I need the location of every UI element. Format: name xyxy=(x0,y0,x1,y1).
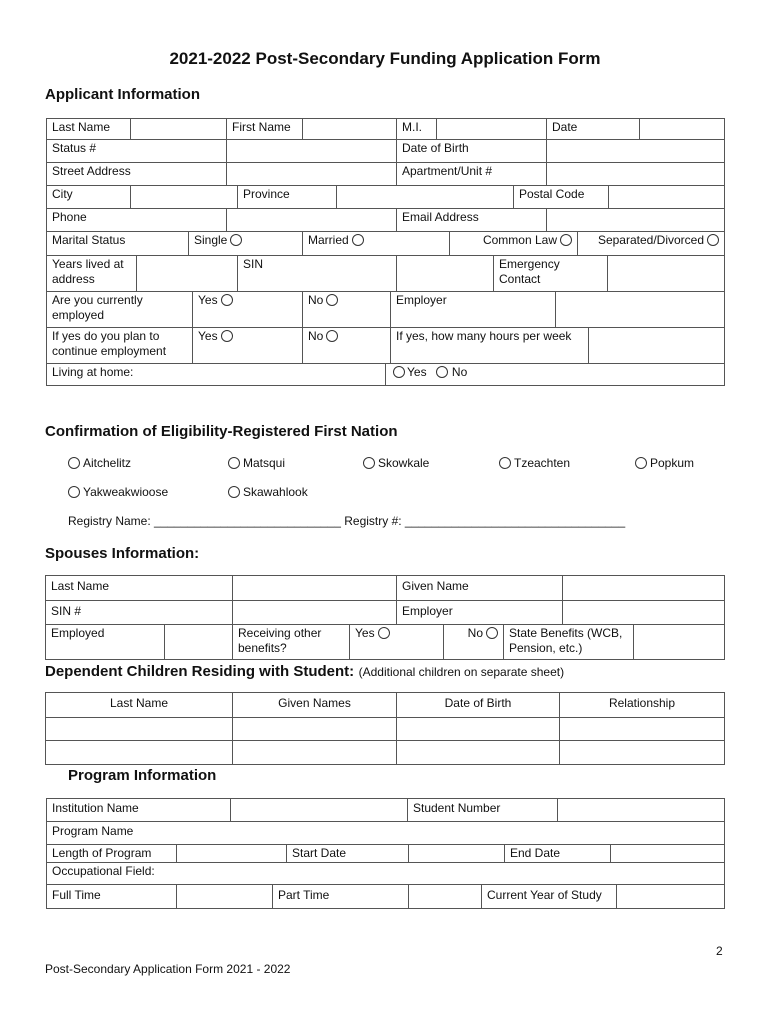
spouse-employer-label: Employer xyxy=(396,600,563,625)
continue-no-option[interactable] xyxy=(302,327,391,364)
table-cell[interactable] xyxy=(232,740,397,765)
spouse-sin-label: SIN # xyxy=(45,600,233,625)
nation-label: Tzeachten xyxy=(514,456,571,470)
employed-question: Are you currently employed xyxy=(46,291,193,328)
program-name-label[interactable]: Program Name xyxy=(46,821,725,845)
page-title: 2021-2022 Post-Secondary Funding Application Form xyxy=(169,49,601,68)
province-label: Province xyxy=(237,185,337,209)
separated-option[interactable] xyxy=(577,231,725,256)
hours-field[interactable] xyxy=(588,327,725,364)
common-law-label: Common Law xyxy=(482,233,557,247)
column-header: Relationship xyxy=(559,692,725,718)
end-date-field[interactable] xyxy=(610,844,725,863)
married-label: Married xyxy=(308,233,349,247)
dependents-heading: Dependent Children Residing with Student: xyxy=(45,663,355,680)
table-cell[interactable] xyxy=(45,717,233,741)
program-heading: Program Information xyxy=(68,767,217,784)
last-name-label: Last Name xyxy=(46,118,131,140)
nation-option-popkum[interactable] xyxy=(635,456,694,470)
skowkale-radio[interactable] xyxy=(363,457,375,469)
part-time-field[interactable] xyxy=(408,884,482,909)
nation-label: Yakweakwioose xyxy=(83,485,169,499)
continue-question: If yes do you plan to continue employment xyxy=(46,327,193,364)
current-year-label: Current Year of Study xyxy=(481,884,617,909)
spouse-yes-radio[interactable] xyxy=(378,627,390,639)
living-no-radio[interactable] xyxy=(436,366,448,378)
institution-field[interactable] xyxy=(230,798,408,822)
full-time-field[interactable] xyxy=(176,884,273,909)
table-cell[interactable] xyxy=(396,740,560,765)
last-name-field[interactable] xyxy=(130,118,227,140)
city-field[interactable] xyxy=(130,185,238,209)
living-home-options xyxy=(385,363,725,386)
spouse-last-name-field[interactable] xyxy=(232,575,397,601)
years-lived-label: Years lived at address xyxy=(46,255,137,292)
column-header: Date of Birth xyxy=(396,692,560,718)
table-cell[interactable] xyxy=(232,717,397,741)
sin-field[interactable] xyxy=(396,255,494,292)
street-label: Street Address xyxy=(46,162,227,186)
matsqui-radio[interactable] xyxy=(228,457,240,469)
eligibility-heading: Confirmation of Eligibility-Registered First Nation xyxy=(45,423,398,440)
employed-no-label: No xyxy=(308,293,324,307)
street-field[interactable] xyxy=(226,162,397,186)
employed-no-option[interactable] xyxy=(302,291,391,328)
spouse-employed-field[interactable] xyxy=(164,624,233,660)
continue-yes-option[interactable] xyxy=(192,327,303,364)
full-time-label: Full Time xyxy=(46,884,177,909)
skawahlook-radio[interactable] xyxy=(228,486,240,498)
table-cell[interactable] xyxy=(559,717,725,741)
institution-label: Institution Name xyxy=(46,798,231,822)
employed-yes-label: Yes xyxy=(198,293,218,307)
nation-label: Aitchelitz xyxy=(83,456,132,470)
common-law-radio[interactable] xyxy=(560,234,572,246)
phone-field[interactable] xyxy=(226,208,397,232)
student-number-label: Student Number xyxy=(407,798,558,822)
start-date-field[interactable] xyxy=(408,844,505,863)
tzeachten-radio[interactable] xyxy=(499,457,511,469)
state-benefits-label: State Benefits (WCB, Pension, etc.) xyxy=(503,624,634,660)
sin-label: SIN xyxy=(237,255,397,292)
province-field[interactable] xyxy=(336,185,514,209)
dependents-note: (Additional children on separate sheet) xyxy=(358,665,565,679)
apt-label: Apartment/Unit # xyxy=(396,162,547,186)
yakweakwioose-radio[interactable] xyxy=(68,486,80,498)
spouse-employer-field[interactable] xyxy=(562,600,725,625)
column-header: Last Name xyxy=(45,692,233,718)
start-date-label: Start Date xyxy=(286,844,409,863)
dob-label: Date of Birth xyxy=(396,139,547,163)
spouse-yes-label: Yes xyxy=(355,626,375,640)
spouse-yes-option[interactable] xyxy=(349,624,444,660)
spouse-no-label: No xyxy=(467,626,483,640)
nation-option-skawahlook[interactable] xyxy=(228,485,308,499)
page-number: 2 xyxy=(716,944,723,958)
table-cell[interactable] xyxy=(559,740,725,765)
married-radio[interactable] xyxy=(352,234,364,246)
married-option[interactable] xyxy=(302,231,450,256)
student-number-field[interactable] xyxy=(557,798,725,822)
length-label: Length of Program xyxy=(46,844,177,863)
spouse-heading: Spouses Information: xyxy=(45,545,200,562)
nation-label: Matsqui xyxy=(243,456,286,470)
receiving-benefits-label: Receiving other benefits? xyxy=(232,624,350,660)
continue-yes-radio[interactable] xyxy=(221,330,233,342)
living-yes-label: Yes xyxy=(407,365,427,379)
footer-text: Post-Secondary Application Form 2021 - 2022 xyxy=(45,962,291,976)
nation-label: Popkum xyxy=(650,456,695,470)
applicant-heading: Applicant Information xyxy=(45,86,200,103)
living-no-label: No xyxy=(451,365,468,379)
spouse-last-name-label: Last Name xyxy=(45,575,233,601)
end-date-label: End Date xyxy=(504,844,611,863)
single-option[interactable] xyxy=(188,231,303,256)
continue-yes-label: Yes xyxy=(198,329,218,343)
emergency-label: Emergency Contact xyxy=(493,255,608,292)
email-field[interactable] xyxy=(546,208,725,232)
occupational-label[interactable]: Occupational Field: xyxy=(46,862,725,885)
aitchelitz-radio[interactable] xyxy=(68,457,80,469)
continue-no-label: No xyxy=(308,329,324,343)
column-header: Given Names xyxy=(232,692,397,718)
nation-option-aitchelitz[interactable] xyxy=(68,456,131,470)
date-label: Date xyxy=(546,118,640,140)
nation-option-yakweakwioose[interactable] xyxy=(68,485,168,499)
registry-line[interactable]: Registry Name: ____________________________ Registry #: _________________________________ xyxy=(68,514,626,528)
spouse-sin-field[interactable] xyxy=(232,600,397,625)
postal-field[interactable] xyxy=(608,185,725,209)
phone-label: Phone xyxy=(46,208,227,232)
status-field[interactable] xyxy=(226,139,397,163)
table-cell[interactable] xyxy=(45,740,233,765)
status-label: Status # xyxy=(46,139,227,163)
separated-label: Separated/Divorced xyxy=(597,233,704,247)
spouse-no-option[interactable] xyxy=(443,624,504,660)
employed-yes-radio[interactable] xyxy=(221,294,233,306)
state-benefits-field[interactable] xyxy=(633,624,725,660)
dependents-heading-row xyxy=(45,663,564,681)
nation-option-skowkale[interactable] xyxy=(363,456,429,470)
employed-no-radio[interactable] xyxy=(326,294,338,306)
postal-label: Postal Code xyxy=(513,185,609,209)
single-radio[interactable] xyxy=(230,234,242,246)
spouse-no-radio[interactable] xyxy=(486,627,498,639)
first-name-label: First Name xyxy=(226,118,303,140)
email-label: Email Address xyxy=(396,208,547,232)
employer-label: Employer xyxy=(390,291,556,328)
employed-yes-option[interactable] xyxy=(192,291,303,328)
city-label: City xyxy=(46,185,131,209)
continue-no-radio[interactable] xyxy=(326,330,338,342)
employer-field[interactable] xyxy=(555,291,725,328)
spouse-employed-label: Employed xyxy=(45,624,165,660)
marital-label: Marital Status xyxy=(46,231,189,256)
years-lived-field[interactable] xyxy=(136,255,238,292)
living-home-label: Living at home: xyxy=(46,363,386,386)
separated-radio[interactable] xyxy=(707,234,719,246)
nation-option-matsqui[interactable] xyxy=(228,456,285,470)
mi-label: M.I. xyxy=(396,118,437,140)
apt-field[interactable] xyxy=(546,162,725,186)
popkum-radio[interactable] xyxy=(635,457,647,469)
spouse-given-name-field[interactable] xyxy=(562,575,725,601)
mi-field[interactable] xyxy=(436,118,547,140)
dob-field[interactable] xyxy=(546,139,725,163)
part-time-label: Part Time xyxy=(272,884,409,909)
spouse-given-name-label: Given Name xyxy=(396,575,563,601)
nation-label: Skowkale xyxy=(378,456,430,470)
length-field[interactable] xyxy=(176,844,287,863)
nation-label: Skawahlook xyxy=(243,485,308,499)
first-name-field[interactable] xyxy=(302,118,397,140)
common-law-option[interactable] xyxy=(449,231,578,256)
single-label: Single xyxy=(194,233,228,247)
living-yes-radio[interactable] xyxy=(393,366,405,378)
date-field[interactable] xyxy=(639,118,725,140)
current-year-field[interactable] xyxy=(616,884,725,909)
table-cell[interactable] xyxy=(396,717,560,741)
emergency-field[interactable] xyxy=(607,255,725,292)
hours-question: If yes, how many hours per week xyxy=(390,327,589,364)
nation-option-tzeachten[interactable] xyxy=(499,456,570,470)
